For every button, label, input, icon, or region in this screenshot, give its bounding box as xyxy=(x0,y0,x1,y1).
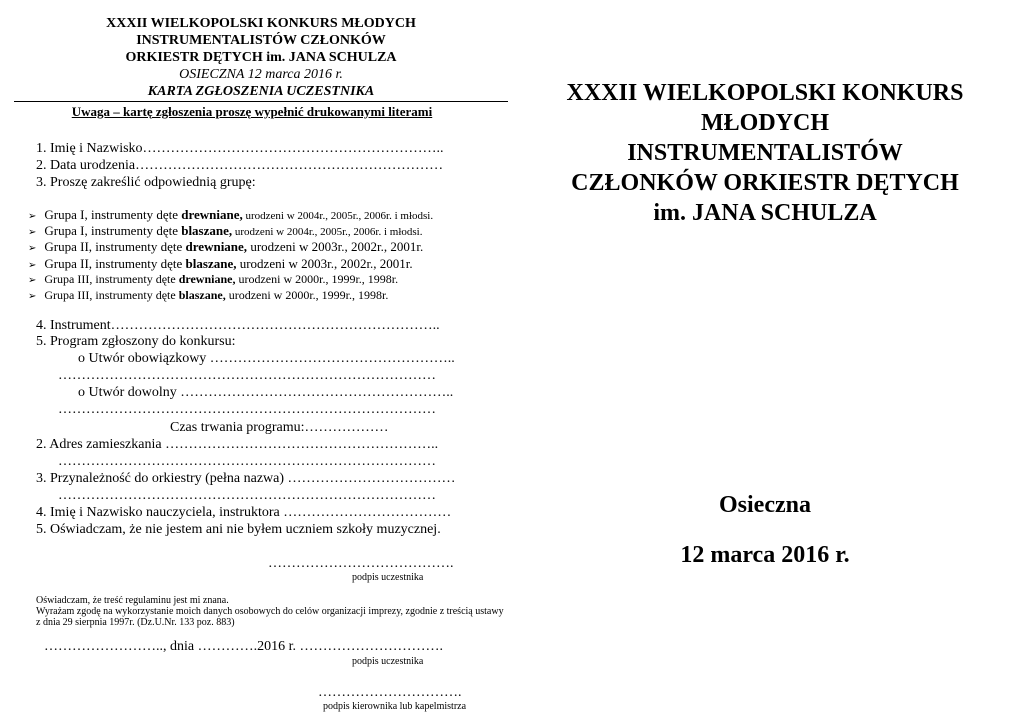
signature-label: podpis uczestnika xyxy=(352,572,424,583)
header-line-2: INSTRUMENTALISTÓW CZŁONKÓW xyxy=(136,33,386,48)
group-label: Grupa II, instrumenty dęte xyxy=(44,256,186,271)
group-birth-years: urodzeni w 2003r., 2002r., 2001r. xyxy=(247,239,424,254)
signature-line[interactable]: …………………………. xyxy=(318,685,462,700)
group-birth-years: urodzeni w 2000r., 1999r., 1998r. xyxy=(235,272,399,286)
date-signature-line[interactable]: …………………….., dnia ………….2016 r. …………………………. xyxy=(44,639,443,654)
field-orchestra[interactable]: 3. Przynależność do orkiestry (pełna nazwa) ……………………………… xyxy=(36,471,456,486)
conductor-signature-label: podpis kierownika lub kapelmistrza xyxy=(323,701,467,712)
group-birth-years: urodzeni w 2003r., 2002r., 2001r. xyxy=(236,256,413,271)
arrow-bullet-icon: ➢ xyxy=(28,275,37,286)
field-duration[interactable]: Czas trwania programu:……………… xyxy=(170,420,389,435)
field-group-instruction: 3. Proszę zakreślić odpowiednią grupę: xyxy=(36,175,256,190)
group-instrument-type: blaszane, xyxy=(178,288,226,302)
group-option[interactable] xyxy=(28,239,423,255)
dots-line[interactable]: ……………………………………………………………………… xyxy=(58,454,436,469)
cover-title-line-4: CZŁONKÓW ORKIESTR DĘTYCH xyxy=(571,170,959,196)
dots-line[interactable]: ……………………………………………………………………… xyxy=(58,488,436,503)
cover-date: 12 marca 2016 r. xyxy=(680,542,850,568)
statement-no-music-school: 5. Oświadczam, że nie jestem ani nie byłem uczniem szkoły muzycznej. xyxy=(36,522,441,537)
field-birth-date[interactable]: 2. Data urodzenia………………………………………………………… xyxy=(36,158,444,173)
cover-title-line-5: im. JANA SCHULZA xyxy=(653,200,877,226)
group-label: Grupa II, instrumenty dęte xyxy=(44,239,186,254)
signature-line[interactable]: …………………………………. xyxy=(268,556,454,571)
dots-line[interactable]: ……………………………………………………………………… xyxy=(58,402,436,417)
field-program: 5. Program zgłoszony do konkursu: xyxy=(36,334,236,349)
cover-place: Osieczna xyxy=(719,492,811,518)
group-instrument-type: drewniane, xyxy=(185,239,248,254)
group-instrument-type: drewniane, xyxy=(178,272,236,286)
group-option[interactable] xyxy=(28,272,398,287)
group-option[interactable] xyxy=(28,223,423,239)
signature-label: podpis uczestnika xyxy=(352,656,424,667)
arrow-bullet-icon: ➢ xyxy=(28,227,37,238)
group-instrument-type: drewniane, xyxy=(181,207,243,222)
group-birth-years: urodzeni w 2004r., 2005r., 2006r. i młodsi. xyxy=(232,226,423,238)
field-instrument[interactable]: 4. Instrument…………………………………………………………….. xyxy=(36,318,440,333)
declaration-consent: Wyrażam zgodę na wykorzystanie moich danych osobowych do celów organizacji imprezy, zgodnie z treścią ustawy xyxy=(36,606,504,617)
cover-title-line-2: MŁODYCH xyxy=(701,110,829,136)
header-line-3: ORKIESTR DĘTYCH im. JANA SCHULZA xyxy=(125,50,397,65)
group-birth-years: urodzeni w 2004r., 2005r., 2006r. i młodsi. xyxy=(242,210,434,222)
group-instrument-type: blaszane, xyxy=(181,223,233,238)
header-line-1: XXXII WIELKOPOLSKI KONKURS MŁODYCH xyxy=(106,16,416,31)
form-note: Uwaga – kartę zgłoszenia proszę wypełnić drukowanymi literami xyxy=(71,104,433,119)
arrow-bullet-icon: ➢ xyxy=(28,260,37,271)
field-free-piece[interactable]: o Utwór dowolny ………………………………………………….. xyxy=(78,385,454,400)
field-name[interactable]: 1. Imię i Nazwisko……………………………………………………….. xyxy=(36,141,444,156)
dots-line[interactable]: ……………………………………………………………………… xyxy=(58,368,436,383)
arrow-bullet-icon: ➢ xyxy=(28,211,37,222)
arrow-bullet-icon: ➢ xyxy=(28,243,37,254)
group-option[interactable] xyxy=(28,207,433,223)
header-divider xyxy=(14,101,508,102)
declaration-rules: Oświadczam, że treść regulaminu jest mi znana. xyxy=(36,595,229,606)
group-label: Grupa I, instrumenty dęte xyxy=(44,223,182,238)
field-teacher[interactable]: 4. Imię i Nazwisko nauczyciela, instruktora ……………………………… xyxy=(36,505,452,520)
group-label: Grupa III, instrumenty dęte xyxy=(44,288,179,302)
arrow-bullet-icon: ➢ xyxy=(28,291,37,302)
cover-title-line-1: XXXII WIELKOPOLSKI KONKURS xyxy=(566,80,964,106)
group-option[interactable] xyxy=(28,256,413,272)
declaration-consent-cont: z dnia 29 sierpnia 1997r. (Dz.U.Nr. 133 poz. 883) xyxy=(36,617,235,628)
group-label: Grupa III, instrumenty dęte xyxy=(44,272,179,286)
group-birth-years: urodzeni w 2000r., 1999r., 1998r. xyxy=(225,288,389,302)
form-title: KARTA ZGŁOSZENIA UCZESTNIKA xyxy=(147,84,375,99)
cover-title-line-3: INSTRUMENTALISTÓW xyxy=(627,140,903,166)
field-mandatory-piece[interactable]: o Utwór obowiązkowy …………………………………………….. xyxy=(78,351,455,366)
header-date: OSIECZNA 12 marca 2016 r. xyxy=(179,67,343,82)
field-address[interactable]: 2. Adres zamieszkania ………………………………………………….. xyxy=(36,437,439,452)
group-instrument-type: blaszane, xyxy=(185,256,237,271)
group-label: Grupa I, instrumenty dęte xyxy=(44,207,182,222)
group-option[interactable] xyxy=(28,288,388,303)
